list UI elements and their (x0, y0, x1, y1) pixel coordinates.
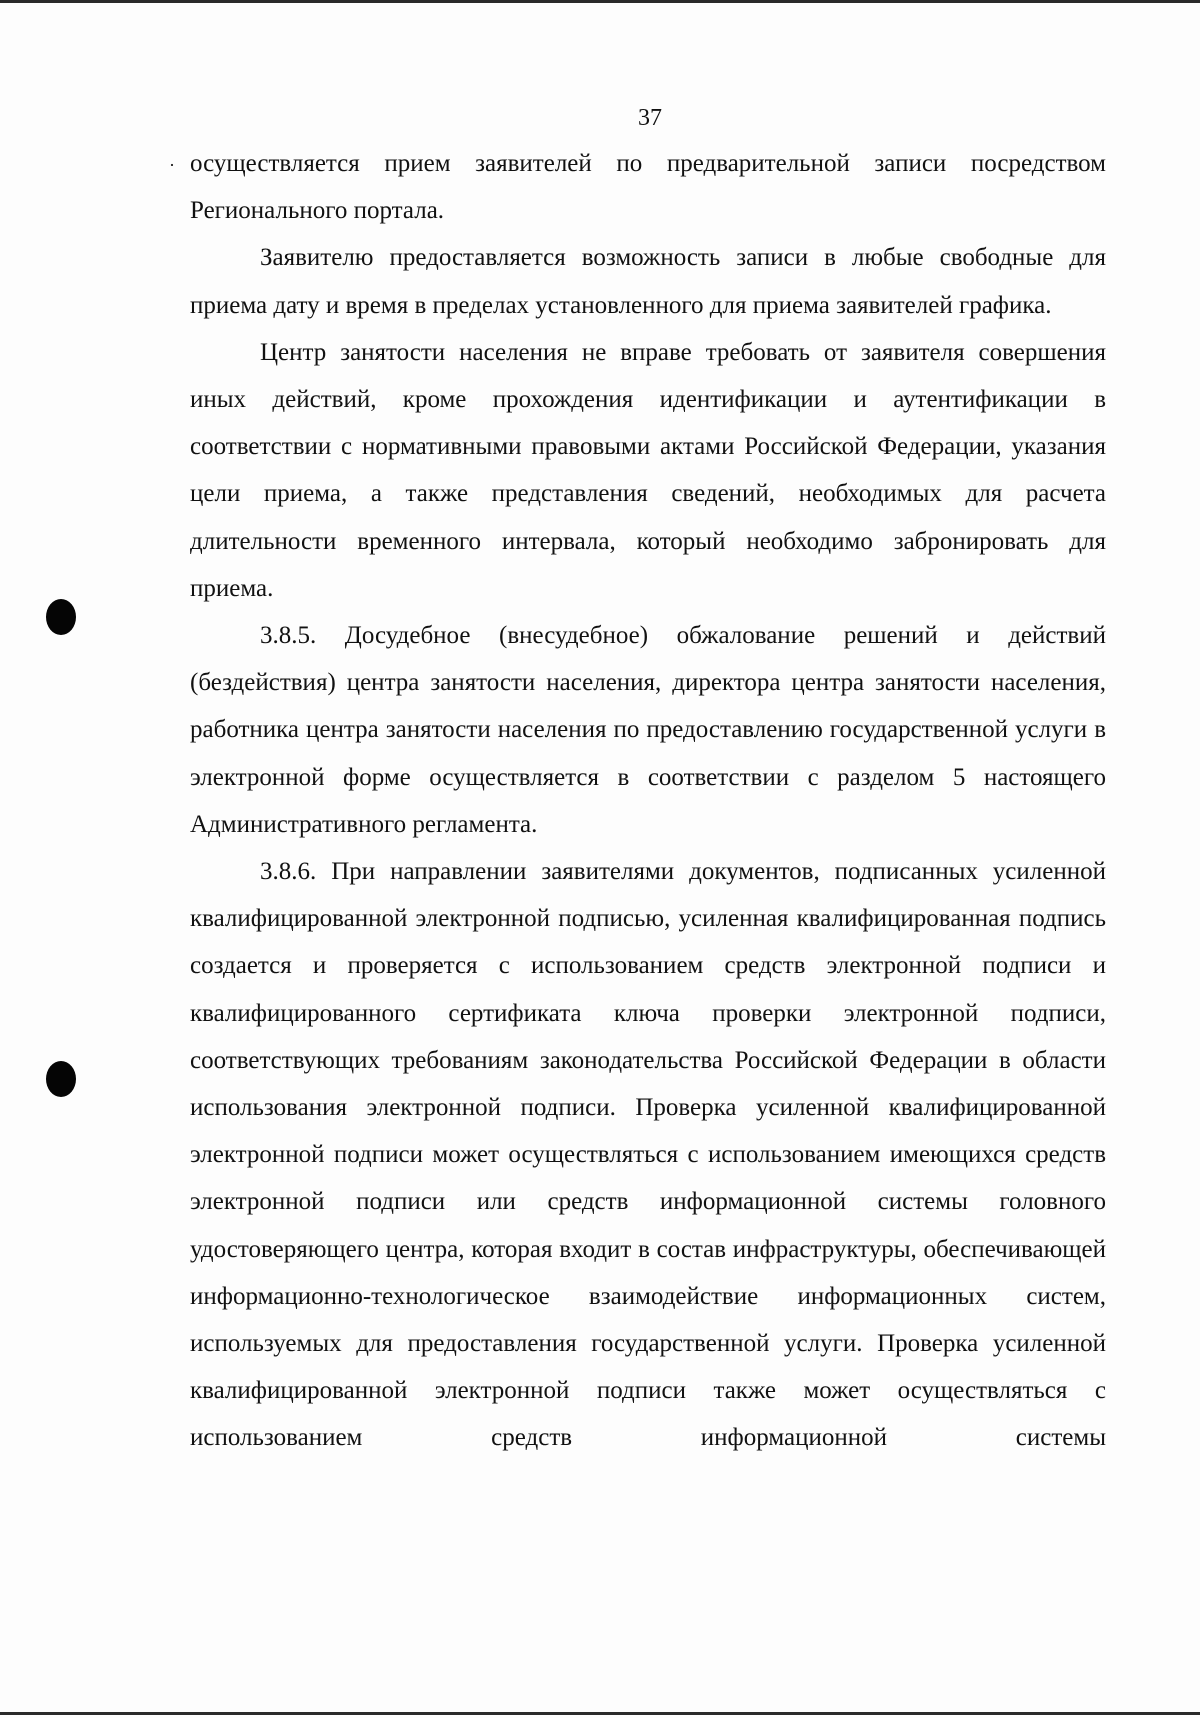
page-number: 37 (638, 105, 662, 131)
scan-artifact-mark: · (169, 155, 175, 175)
punch-hole (46, 599, 76, 635)
paragraph-booking-availability: Заявителю предоставляется возможность записи в любые свободные для приема дату и время в пределах установленного для приема заявителей графика. (190, 244, 1106, 319)
page-bottom-edge (0, 1712, 1200, 1715)
page-top-edge (0, 0, 1200, 3)
paragraph-3-8-5: 3.8.5. Досудебное (внесудебное) обжалование решений и действий (бездействия) центра занятости населения, директора центра занятости населения, работника центра занятости населения по предоставлению государственной услуги в электронной форме осуществляется в соответствии с разделом 5 настоящего Административного регламента. (190, 622, 1106, 838)
paragraph-3-8-6: 3.8.6. При направлении заявителями документов, подписанных усиленной квалифицированной электронной подписью, усиленная квалифицированная подпись создается и проверяется с использованием средств электронной подписи и квалифицированного сертификата ключа проверки электронной подписи, соответствующих требованиям законодательства Российской Федерации в области использования электронной подписи. Проверка усиленной квалифицированной электронной подписи может осуществляться с использованием имеющихся средств электронной подписи или средств информационной системы головного удостоверяющего центра, которая входит в состав инфраструктуры, обеспечивающей информационно-технологическое взаимодействие информационных систем, используемых для предоставления государственной услуги. Проверка усиленной квалифицированной электронной подписи также может осуществляться с использованием средств информационной системы (190, 858, 1106, 1452)
paragraph-no-extra-actions: Центр занятости населения не вправе требовать от заявителя совершения иных действий, кроме прохождения идентификации и аутентификации в соответствии с нормативными правовыми актами Российской Федерации, указания цели приема, а также представления сведений, необходимых для расчета длительности временного интервала, который необходимо забронировать для приема. (190, 338, 1106, 602)
document-body (190, 140, 1106, 1462)
punch-hole (46, 1061, 76, 1097)
paragraph-continuation: осуществляется прием заявителей по предварительной записи посредством Регионального портала. (190, 150, 1106, 225)
